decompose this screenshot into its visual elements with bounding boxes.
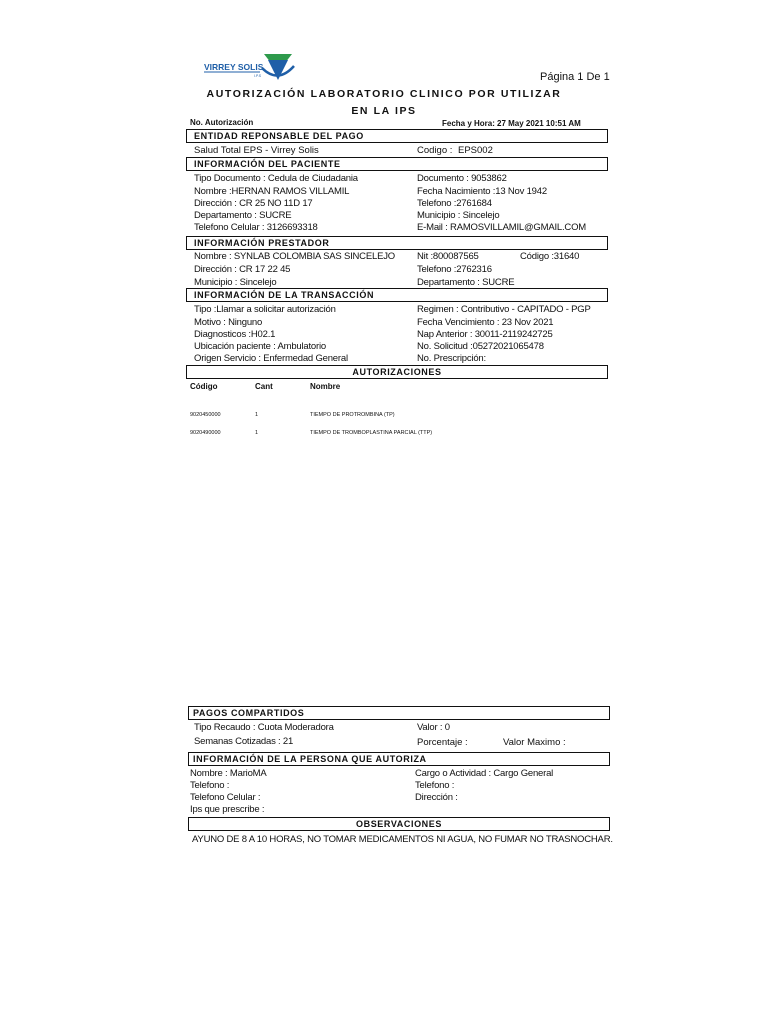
transaction-origin: Origen Servicio : Enfermedad General <box>194 353 348 364</box>
transaction-location: Ubicación paciente : Ambulatorio <box>194 341 326 352</box>
observations-section-header: OBSERVACIONES <box>188 817 610 831</box>
column-header-qty: Cant <box>255 382 273 391</box>
patient-name: Nombre :HERNAN RAMOS VILLAMIL <box>194 186 350 197</box>
table-row-code: 9020490000 <box>190 430 221 436</box>
provider-nit: Nit :800087565 <box>417 251 479 262</box>
table-row-name: TIEMPO DE TROMBOPLASTINA PARCIAL (TTP) <box>310 430 433 436</box>
transaction-section-header: INFORMACIÓN DE LA TRANSACCIÓN <box>186 288 608 302</box>
percentage-label: Porcentaje : <box>417 737 468 748</box>
prescribing-ips: Ips que prescribe : <box>190 804 265 815</box>
authorizer-mobile: Telefono Celular : <box>190 792 261 803</box>
authorizer-phone: Telefono : <box>190 780 230 791</box>
payer-name: Salud Total EPS - Virrey Solis <box>194 145 319 156</box>
patient-section-header: INFORMACIÓN DEL PACIENTE <box>186 157 608 171</box>
authorizations-section-header: AUTORIZACIONES <box>186 365 608 379</box>
transaction-expiry: Fecha Vencimiento : 23 Nov 2021 <box>417 317 554 328</box>
patient-birth-date: Fecha Nacimiento :13 Nov 1942 <box>417 186 547 197</box>
provider-address: Dirección : CR 17 22 45 <box>194 264 291 275</box>
transaction-request-no: No. Solicitud :05272021065478 <box>417 341 544 352</box>
patient-doc-type: Tipo Documento : Cedula de Ciudadania <box>194 173 358 184</box>
payer-code-value: EPS002 <box>458 145 493 156</box>
provider-name: Nombre : SYNLAB COLOMBIA SAS SINCELEJO <box>194 251 395 262</box>
datetime-value: 27 May 2021 10:51 AM <box>497 119 581 128</box>
payer-section-header: ENTIDAD REPONSABLE DEL PAGO <box>186 129 608 143</box>
table-row-name: TIEMPO DE PROTROMBINA (TP) <box>310 412 395 418</box>
payer-code-label: Codigo : <box>417 145 453 156</box>
provider-department: Departamento : SUCRE <box>417 277 515 288</box>
weeks-contributed: Semanas Cotizadas : 21 <box>194 736 294 747</box>
provider-code: Código :31640 <box>520 251 580 262</box>
table-row-qty: 1 <box>255 412 259 418</box>
authorizer-phone-2: Telefono : <box>415 780 455 791</box>
logo-emblem-icon <box>204 50 296 86</box>
transaction-prev-nap: Nap Anterior : 30011-2119242725 <box>417 329 553 340</box>
patient-address: Dirección : CR 25 NO 11D 17 <box>194 198 313 209</box>
patient-mobile: Telefono Celular : 3126693318 <box>194 222 318 233</box>
provider-municipality: Municipio : Sincelejo <box>194 277 277 288</box>
document-subtitle: EN LA IPS <box>351 105 417 117</box>
payment-value: Valor : 0 <box>417 722 450 733</box>
column-header-name: Nombre <box>310 382 341 391</box>
logo-text: VIRREY SOLIS <box>204 62 264 72</box>
authorizer-address: Dirección : <box>415 792 458 803</box>
datetime-label: Fecha y Hora: <box>442 119 495 128</box>
table-row-code: 9020450000 <box>190 412 221 418</box>
provider-section-header: INFORMACIÓN PRESTADOR <box>186 236 608 250</box>
document-title: AUTORIZACIÓN LABORATORIO CLINICO POR UTILIZAR <box>206 88 562 100</box>
page-number: Página 1 De 1 <box>540 71 610 83</box>
shared-payments-section-header: PAGOS COMPARTIDOS <box>188 706 610 720</box>
table-row-qty: 1 <box>255 430 259 436</box>
column-header-code: Código <box>190 382 218 391</box>
transaction-diagnosis: Diagnosticos :H02.1 <box>194 329 276 340</box>
provider-phone: Telefono :2762316 <box>417 264 492 275</box>
observations-text: AYUNO DE 8 A 10 HORAS, NO TOMAR MEDICAMENTOS NI AGUA, NO FUMAR NO TRASNOCHAR. <box>192 834 613 845</box>
patient-document: Documento : 9053862 <box>417 173 507 184</box>
patient-department: Departamento : SUCRE <box>194 210 292 221</box>
patient-email: E-Mail : RAMOSVILLAMIL@GMAIL.COM <box>417 222 586 233</box>
authorizer-name: Nombre : MarioMA <box>190 768 267 779</box>
authorization-number-label: No. Autorización <box>190 118 254 127</box>
virrey-solis-logo <box>204 50 296 86</box>
transaction-regime: Regimen : Contributivo - CAPITADO - PGP <box>417 304 591 315</box>
transaction-prescription: No. Prescripción: <box>417 353 486 364</box>
transaction-reason: Motivo : Ninguno <box>194 317 263 328</box>
transaction-type: Tipo :Llamar a solicitar autorización <box>194 304 336 315</box>
authorizer-section-header: INFORMACIÓN DE LA PERSONA QUE AUTORIZA <box>188 752 610 766</box>
patient-phone: Telefono :2761684 <box>417 198 492 209</box>
collection-type: Tipo Recaudo : Cuota Moderadora <box>194 722 334 733</box>
patient-municipality: Municipio : Sincelejo <box>417 210 500 221</box>
max-value-label: Valor Maximo : <box>503 737 566 748</box>
authorizer-role: Cargo o Actividad : Cargo General <box>415 768 554 779</box>
logo-subtext: I.P.S <box>254 74 262 78</box>
